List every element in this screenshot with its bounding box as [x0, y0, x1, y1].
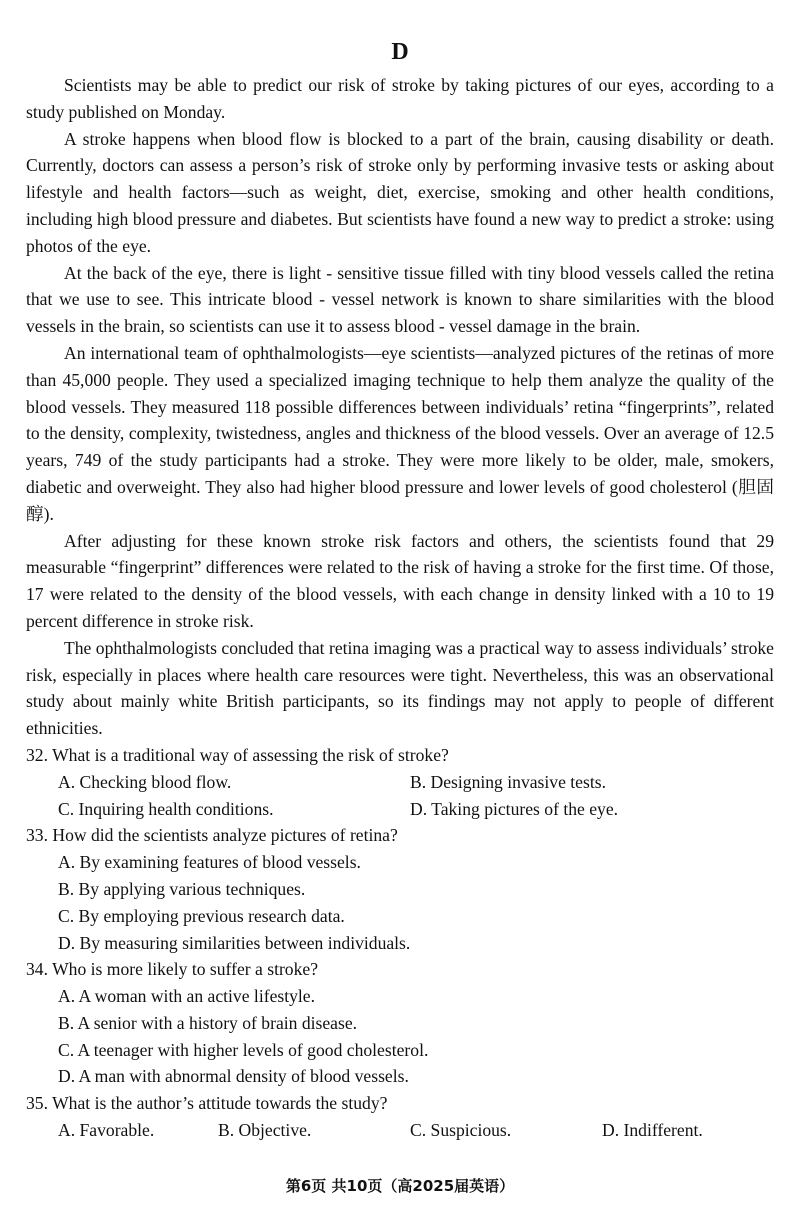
passage-paragraph: At the back of the eye, there is light - sensitive tissue filled with tiny blood vessels called the retina that we use to see. This intricate blood - vessel network is known to share similarities with the blood vessels in the brain, so scientists can use it to assess blood - vessel damage in the brain.	[26, 262, 774, 337]
option-d: D. Indifferent.	[602, 1120, 703, 1141]
passage-paragraph: Scientists may be able to predict our risk of stroke by taking pictures of our eyes, according to a study published on Monday.	[26, 75, 774, 122]
section-title: D	[391, 39, 409, 65]
passage-paragraph: The ophthalmologists concluded that retina imaging was a practical way to assess individuals’ stroke risk, especially in places where health care resources were tight. Nevertheless, this was an observational study about mainly white British participants, so its findings may not apply to people of different ethnicities.	[26, 637, 774, 739]
option-group	[26, 1117, 774, 1144]
option-d: D. By measuring similarities between individuals.	[58, 932, 411, 953]
page-footer: 第6页 共10页（高2025届英语）	[285, 1177, 515, 1195]
question-35	[26, 1090, 774, 1144]
question-stem: 33. How did the scientists analyze pictures of retina?	[26, 825, 398, 846]
option-a: A. By examining features of blood vessels.	[58, 852, 361, 873]
option-b: B. A senior with a history of brain disease.	[58, 1012, 358, 1033]
question-stem: 35. What is the author’s attitude towards the study?	[26, 1093, 388, 1114]
question-32	[26, 742, 774, 822]
question-stem: 34. Who is more likely to suffer a stroke?	[26, 959, 319, 980]
option-c: C. By employing previous research data.	[58, 905, 345, 926]
question-list	[26, 742, 774, 1144]
option-b: B. Objective.	[218, 1120, 312, 1141]
option-b: B. By applying various techniques.	[58, 878, 306, 899]
reading-passage	[26, 72, 774, 742]
option-c: C. Suspicious.	[410, 1120, 512, 1141]
option-a: A. A woman with an active lifestyle.	[58, 986, 316, 1007]
question-34	[26, 956, 774, 1090]
option-group	[26, 849, 774, 956]
passage-paragraph: After adjusting for these known stroke risk factors and others, the scientists found that 29 measurable “fingerprint” differences were related to the risk of having a stroke for the first time. Of those, 17 were related to the density of the blood vessels, with each change in density linked with a 10 to 19 percent difference in stroke risk.	[26, 530, 774, 631]
option-c: C. A teenager with higher levels of good cholesterol.	[58, 1039, 429, 1060]
passage-paragraph: A stroke happens when blood flow is blocked to a part of the brain, causing disability or death. Currently, doctors can assess a person’s risk of stroke only by performing invasive tests or asking about lifestyle and health factors—such as weight, diet, exercise, smoking and other health conditions, including high blood pressure and diabetes. But scientists have found a new way to predict a stroke: using photos of the eye.	[26, 128, 774, 256]
passage-paragraph: An international team of ophthalmologists—eye scientists—analyzed pictures of the retinas of more than 45,000 people. They used a specialized imaging technique to help them analyze the quality of the blood vessels. They measured 118 possible differences between individuals’ retina “fingerprints”, related to the density, complexity, twistedness, angles and thickness of the blood vessels. Over an average of 12.5 years, 749 of the study participants had a stroke. They were more likely to be older, male, smokers, diabetic and overweight. They also had higher blood pressure and lower levels of good cholesterol (胆固醇).	[26, 342, 774, 524]
question-stem: 32. What is a traditional way of assessing the risk of stroke?	[26, 744, 449, 765]
option-b: B. Designing invasive tests.	[410, 771, 606, 792]
option-c: C. Inquiring health conditions.	[58, 798, 274, 819]
option-d: D. A man with abnormal density of blood vessels.	[58, 1066, 409, 1087]
option-d: D. Taking pictures of the eye.	[410, 798, 619, 819]
question-33	[26, 822, 774, 956]
option-group	[26, 983, 774, 1090]
option-a: A. Checking blood flow.	[58, 771, 232, 792]
option-a: A. Favorable.	[58, 1120, 155, 1141]
option-group	[26, 769, 774, 823]
